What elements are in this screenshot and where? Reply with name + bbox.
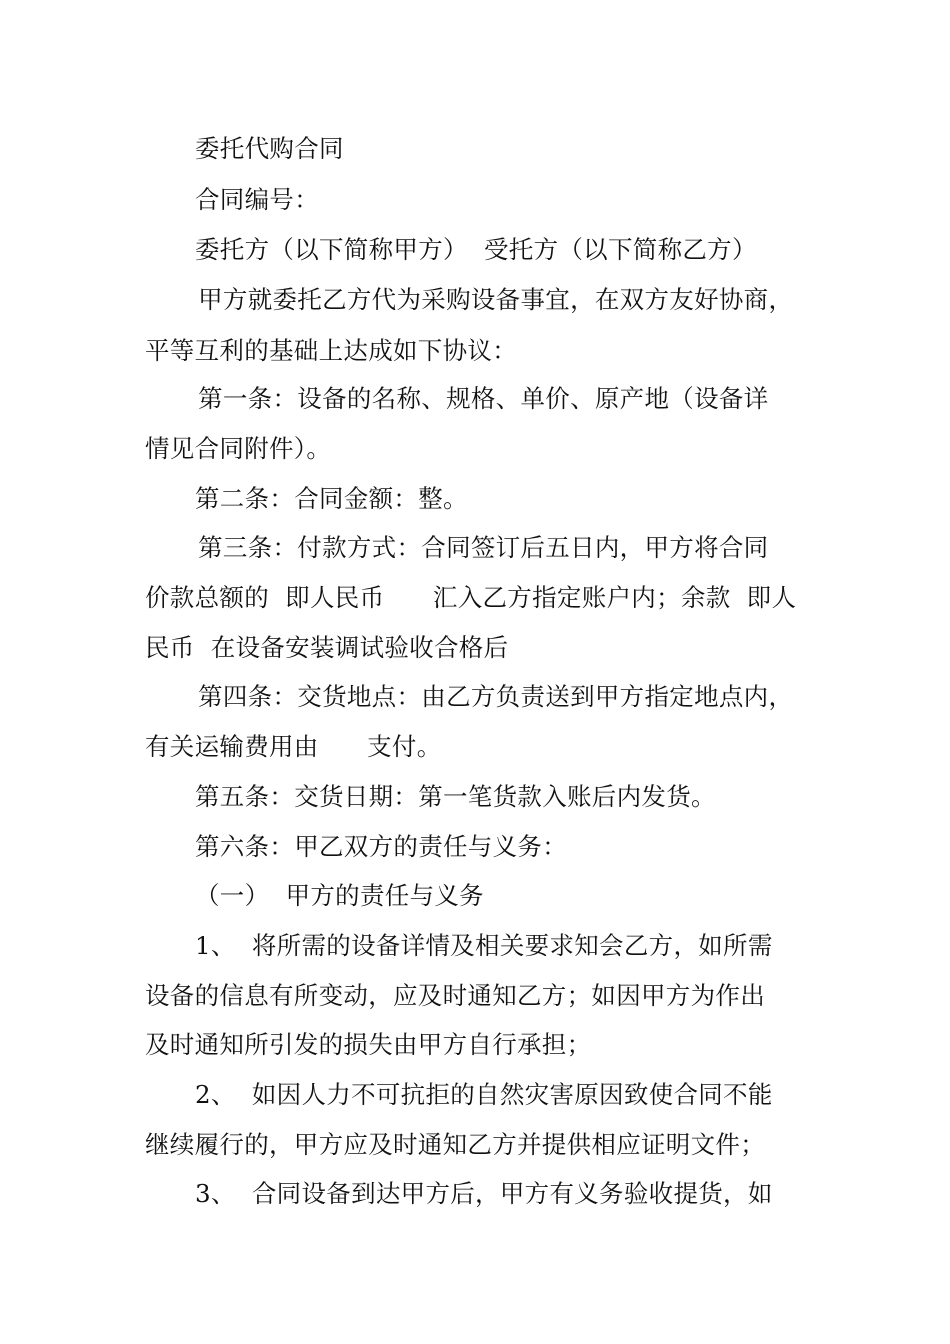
item1-line-1: 1、 将所需的设备详情及相关要求知会乙方，如所需 — [195, 931, 773, 960]
article3-line-2: 价款总额的 即人民币 汇入乙方指定账户内；余款 即人 — [145, 583, 797, 612]
contract-number-label: 合同编号： — [195, 185, 319, 214]
article5-line: 第五条：交货日期：第一笔货款入账后内发货。 — [195, 782, 716, 811]
article4-line-1: 第四条：交货地点：由乙方负责送到甲方指定地点内， — [190, 682, 794, 711]
parties-line: 委托方（以下简称甲方） 受托方（以下简称乙方） — [195, 235, 757, 264]
article2-line: 第二条：合同金额：整。 — [195, 484, 468, 513]
article6-line: 第六条：甲乙双方的责任与义务： — [195, 832, 567, 861]
article4-line-2: 有关运输费用由 支付。 — [145, 732, 442, 761]
item1-line-2: 设备的信息有所变动，应及时通知乙方；如因甲方为作出 — [145, 981, 765, 1010]
item2-line-2: 继续履行的，甲方应及时通知乙方并提供相应证明文件； — [145, 1130, 765, 1159]
item1-line-3: 及时通知所引发的损失由甲方自行承担； — [145, 1030, 592, 1059]
section1-heading: （一） 甲方的责任与义务 — [195, 881, 484, 910]
article3-line-3: 民币 在设备安装调试验收合格后 — [145, 633, 509, 662]
item2-line-1: 2、 如因人力不可抗拒的自然灾害原因致使合同不能 — [195, 1080, 773, 1109]
article3-line-1: 第三条：付款方式：合同签订后五日内，甲方将合同 — [190, 533, 769, 562]
item3-line-1: 3、 合同设备到达甲方后，甲方有义务验收提货，如 — [195, 1179, 773, 1208]
document-title: 委托代购合同 — [195, 134, 344, 163]
article1-line-1: 第一条：设备的名称、规格、单价、原产地（设备详 — [190, 384, 769, 413]
article1-line-2: 情见合同附件）。 — [145, 434, 332, 463]
preamble-line-1: 甲方就委托乙方代为采购设备事宜，在双方友好协商， — [190, 285, 794, 314]
preamble-line-2: 平等互利的基础上达成如下协议： — [145, 336, 517, 365]
